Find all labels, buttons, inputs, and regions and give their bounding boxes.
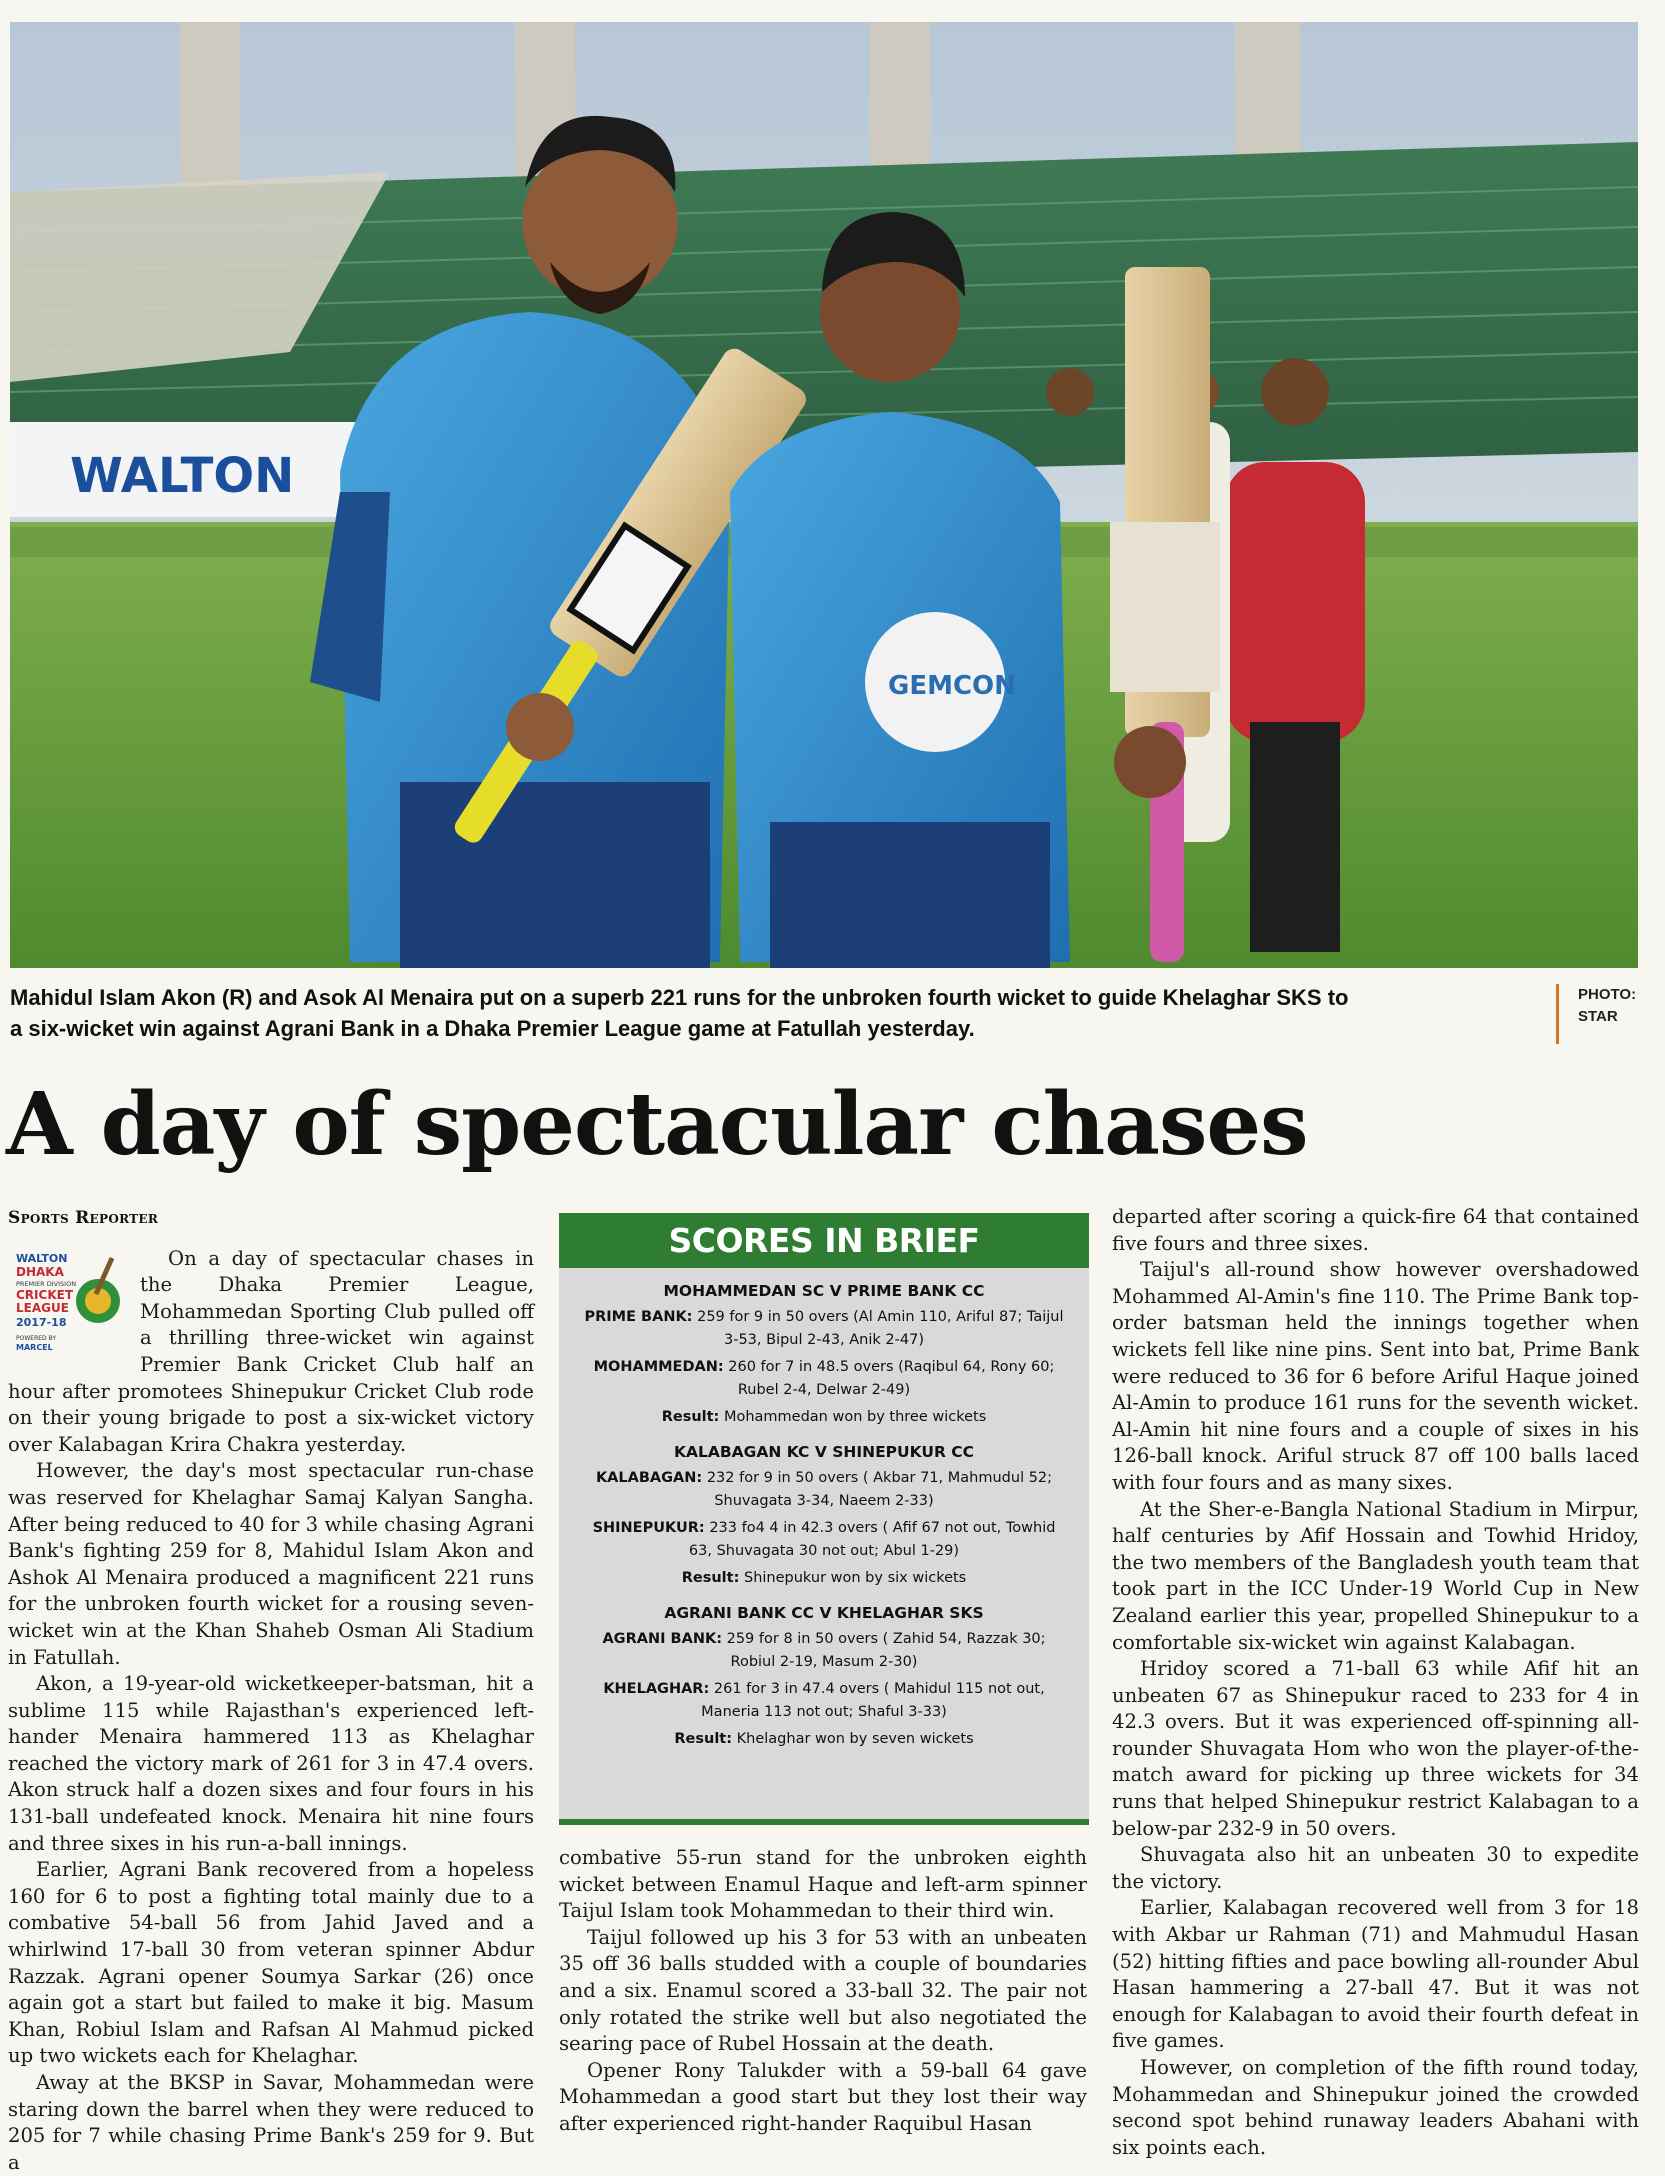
paragraph: On a day of spectacular chases in the Dhaka Premier League, Mohammedan Sporting Club pulled off a thrilling three-wicket win against Premier Bank Cricket Club half an hour after promotees Shinepukur Cricket Club rode on their young brigade to post a six-wicket victory over Kalabagan Krira Chakra yesterday. <box>8 1246 534 1456</box>
result-label: Result: <box>681 1570 740 1586</box>
innings-score: 232 for 9 in 50 overs ( Akbar 71, Mahmudul 52; Shuvagata 3-34, Naeem 2-33) <box>706 1470 1053 1509</box>
svg-text:POWERED BY: POWERED BY <box>16 1334 57 1342</box>
team-name: PRIME BANK: <box>584 1309 693 1325</box>
match-heading: MOHAMMEDAN SC V PRIME BANK CC <box>663 1282 985 1300</box>
photo-credit <box>1556 984 1651 1044</box>
match-heading: AGRANI BANK CC V KHELAGHAR SKS <box>664 1604 984 1622</box>
team-name: SHINEPUKUR: <box>592 1520 705 1536</box>
result-label: Result: <box>661 1409 720 1425</box>
paragraph: Shuvagata also hit an unbeaten 30 to expedite the victory. <box>1112 1843 1639 1893</box>
innings-line <box>577 1356 1071 1402</box>
svg-text:WALTON: WALTON <box>70 448 295 504</box>
result-text: Mohammedan won by three wickets <box>723 1409 987 1425</box>
match-summary <box>559 1604 1089 1751</box>
photo-credit-label: PHOTO: <box>1578 986 1637 1003</box>
innings-score: 259 for 8 in 50 overs ( Zahid 54, Razzak 30; Robiul 2-19, Masum 2-30) <box>726 1631 1046 1670</box>
team-name: AGRANI BANK: <box>602 1631 722 1647</box>
innings-score: 260 for 7 in 48.5 overs (Raqibul 64, Rony 60; Rubel 2-4, Delwar 2-49) <box>728 1359 1055 1398</box>
innings-line <box>577 1517 1071 1563</box>
league-logo-icon <box>8 1246 128 1356</box>
article-column-1 <box>8 1205 534 2176</box>
photo-caption: Mahidul Islam Akon (R) and Asok Al Menaira put on a superb 221 runs for the unbroken fourth wicket to guide Khelaghar SKS to a six-wicket win against Agrani Bank in a Dhaka Premier League game at Fatullah yesterday. <box>10 985 1349 1041</box>
team-name: KALABAGAN: <box>595 1470 703 1486</box>
innings-score: 233 fo4 4 in 42.3 overs ( Afif 67 not out, Towhid 63, Shuvagata 30 not out; Abul 1-29) <box>688 1520 1056 1559</box>
photo-credit-source: STAR <box>1578 1008 1618 1025</box>
news-photo <box>10 22 1638 968</box>
match-result <box>577 1406 1071 1429</box>
paragraph: Taijul followed up his 3 for 53 with an unbeaten 35 off 36 balls studded with a couple of boundaries and a six. Enamul scored a 33-ball 32. The pair not only rotated the strike well but also negotiated the searing pace of Rubel Hossain at the death. <box>559 1925 1087 2056</box>
article-column-2 <box>559 1845 1087 2138</box>
result-text: Khelaghar won by seven wickets <box>736 1731 974 1747</box>
scores-title: SCORES IN BRIEF <box>559 1213 1089 1268</box>
innings-score: 261 for 3 in 47.4 overs ( Mahidul 115 not out, Maneria 113 not out; Shaful 3-33) <box>701 1681 1045 1720</box>
paragraph: Earlier, Agrani Bank recovered from a hopeless 160 for 6 to post a fighting total mainly due to a combative 54-ball 56 from Jahid Javed and a whirlwind 17-ball 30 from veteran spinner Abdur Razzak. Agrani opener Soumya Sarkar (26) once again got a start but failed to make it big. Masum Khan, Robiul Islam and Rafsan Al Mahmud picked up two wickets each for Khelaghar. <box>8 1858 534 2068</box>
article-column-3 <box>1112 1204 1639 2161</box>
paragraph: Akon, a 19-year-old wicketkeeper-batsman, hit a sublime 115 while Rajasthan's experienced left-hander Menaira hammered 113 as Khelaghar reached the victory mark of 261 for 3 in 47.4 overs. Akon struck half a dozen sixes and four fours in his 131-ball undefeated knock. Menaira hit nine fours and three sixes in his run-a-ball innings. <box>8 1672 534 1855</box>
cricket-players-photo <box>10 22 1638 968</box>
match-summary <box>559 1282 1089 1429</box>
headline: A day of spectacular chases <box>6 1074 1308 1175</box>
svg-text:PREMIER DIVISION: PREMIER DIVISION <box>16 1279 77 1288</box>
result-text: Shinepukur won by six wickets <box>744 1570 967 1586</box>
svg-text:GEMCON: GEMCON <box>888 671 1016 701</box>
team-name: MOHAMMEDAN: <box>593 1359 724 1375</box>
svg-text:DHAKA: DHAKA <box>16 1264 64 1279</box>
team-name: KHELAGHAR: <box>603 1681 710 1697</box>
svg-text:CRICKET: CRICKET <box>16 1287 73 1302</box>
innings-line <box>577 1306 1071 1352</box>
innings-score: 259 for 9 in 50 overs (Al Amin 110, Ariful 87; Taijul 3-53, Bipul 2-43, Anik 2-47) <box>697 1309 1064 1348</box>
paragraph: At the Sher-e-Bangla National Stadium in Mirpur, half centuries by Afif Hossain and Towhid Hridoy, the two members of the Bangladesh youth team that took part in the ICC Under-19 World Cup in New Zealand earlier this year, propelled Shinepukur to a comfortable six-wicket win against Kalabagan. <box>1112 1497 1639 1654</box>
paragraph: Earlier, Kalabagan recovered well from 3 for 18 with Akbar ur Rahman (71) and Mahmudul Hasan (52) hitting fifties and pace bowling all-rounder Abul Hasan hammering a 27-ball 47. But it was not enough for Kalabagan to avoid their fourth defeat in five games. <box>1112 1896 1639 2053</box>
paragraph: Taijul's all-round show however overshadowed Mohammed Al-Amin's fine 110. The Prime Bank top-order batsman held the innings together when wickets fell like nine pins. Sent into bat, Prime Bank were reduced to 36 for 6 before Ariful Haque joined Al-Amin to produce 161 runs for the seventh wicket. Al-Amin hit nine fours and a couple of sixes in his 126-ball knock. Ariful struck 87 off 100 balls laced with four fours and as many sixes. <box>1112 1258 1639 1494</box>
paragraph: departed after scoring a quick-fire 64 that contained five fours and three sixes. <box>1112 1205 1639 1255</box>
innings-line <box>577 1628 1071 1674</box>
match-result <box>577 1728 1071 1751</box>
innings-line <box>577 1467 1071 1513</box>
svg-text:WALTON: WALTON <box>16 1251 68 1265</box>
svg-text:MARCEL: MARCEL <box>16 1342 53 1352</box>
paragraph: Away at the BKSP in Savar, Mohammedan were staring down the barrel when they were reduced to 205 for 7 while chasing Prime Bank's 259 for 9. But a <box>8 2071 534 2174</box>
scores-in-brief-box <box>559 1213 1089 1825</box>
match-result <box>577 1567 1071 1590</box>
byline: Sports Reporter <box>8 1208 159 1228</box>
paragraph: Opener Rony Talukder with a 59-ball 64 gave Mohammedan a good start but they lost their way after experienced right-hander Raquibul Hasan <box>559 2058 1087 2135</box>
league-logo <box>8 1246 128 1356</box>
paragraph: combative 55-run stand for the unbroken eighth wicket between Enamul Haque and left-arm spinner Taijul Islam took Mohammedan to their third win. <box>559 1846 1087 1923</box>
paragraph: However, the day's most spectacular run-chase was reserved for Khelaghar Samaj Kalyan Sangha. After being reduced to 40 for 3 while chasing Agrani Bank's fighting 259 for 8, Mahidul Islam Akon and Ashok Al Menaira produced a magnificent 221 runs for the unbroken fourth wicket for a rousing seven-wicket win at the Khan Shaheb Osman Ali Stadium in Fatullah. <box>8 1459 534 1669</box>
result-label: Result: <box>674 1731 733 1747</box>
innings-line <box>577 1678 1071 1724</box>
svg-text:2017-18: 2017-18 <box>16 1315 67 1329</box>
paragraph: However, on completion of the fifth round today, Mohammedan and Shinepukur joined the crowded second spot behind runaway leaders Abahani with six points each. <box>1112 2056 1639 2159</box>
svg-text:LEAGUE: LEAGUE <box>16 1300 69 1315</box>
paragraph: Hridoy scored a 71-ball 63 while Afif hit an unbeaten 67 as Shinepukur raced to 233 for 4 in 42.3 overs. But it was experienced off-spinning all-rounder Shuvagata Hom who won the player-of-the-match award for picking up three wickets for 34 runs that helped Shinepukur restrict Kalabagan to a below-par 232-9 in 50 overs. <box>1112 1657 1639 1840</box>
match-heading: KALABAGAN KC V SHINEPUKUR CC <box>673 1443 975 1461</box>
match-summary <box>559 1443 1089 1590</box>
